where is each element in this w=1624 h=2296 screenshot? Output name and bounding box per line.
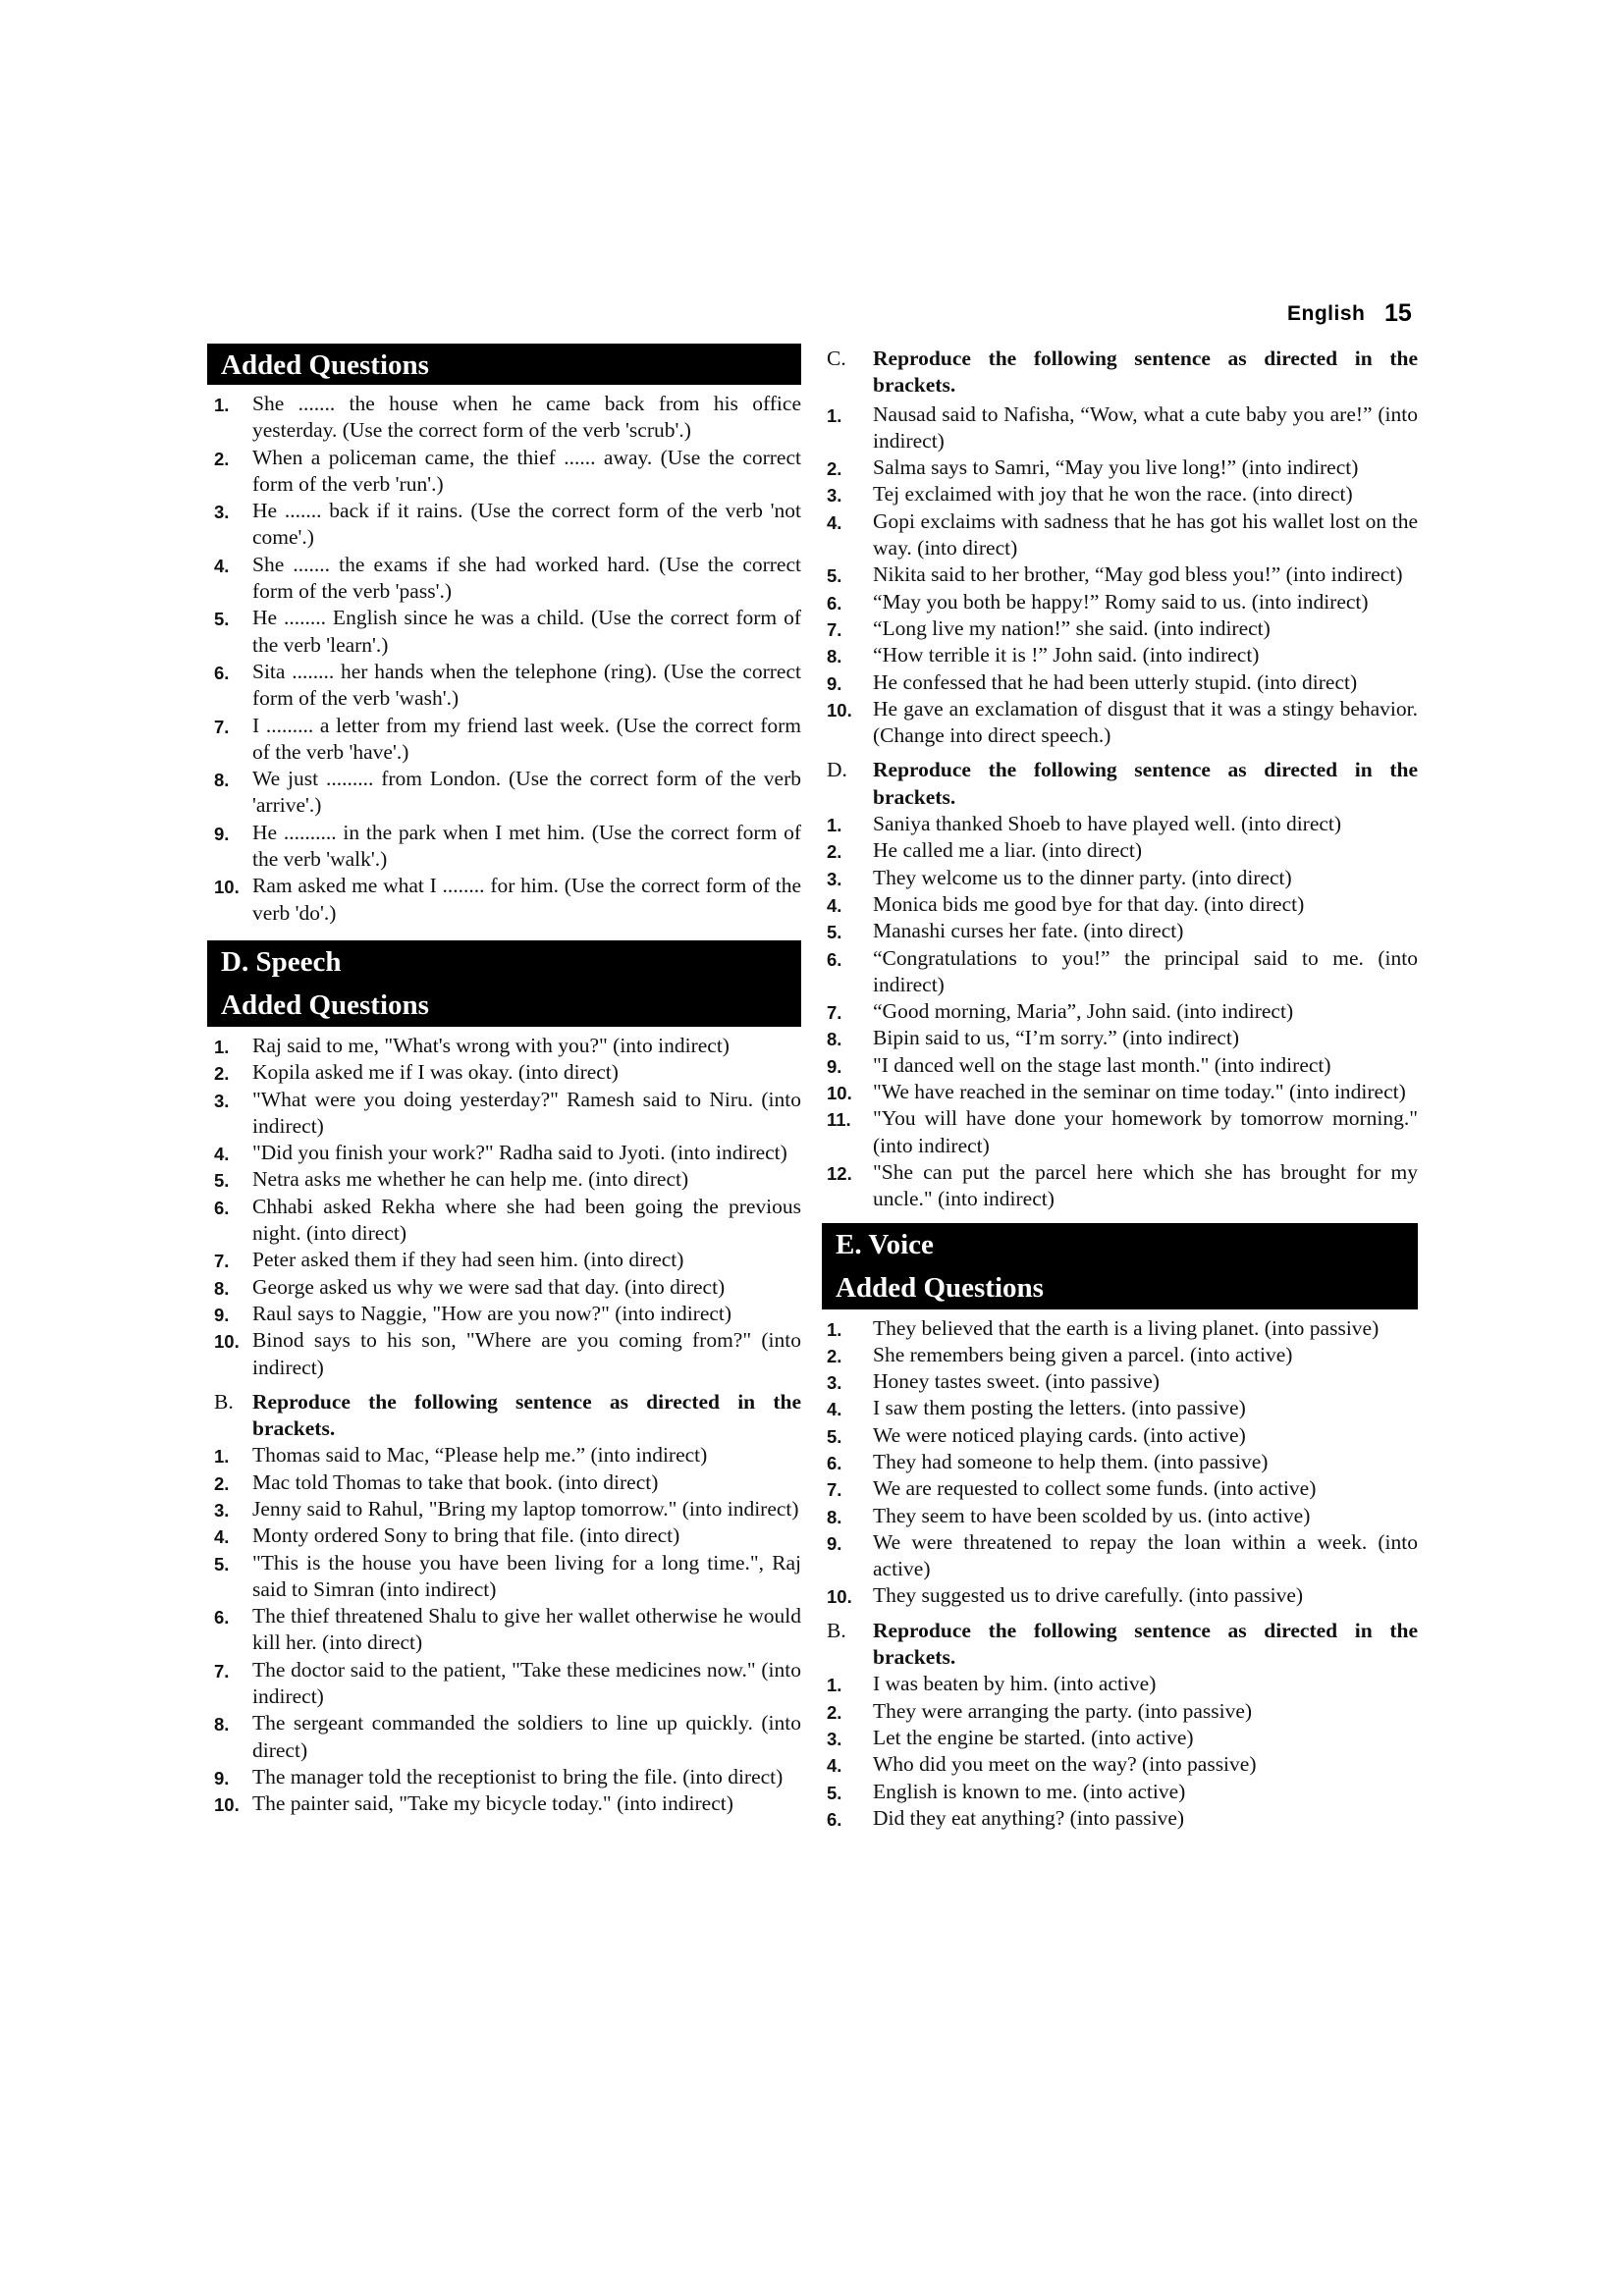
question-item <box>827 837 1418 864</box>
question-item <box>827 1395 1418 1421</box>
question-text: Saniya thanked Shoeb to have played well. (into direct) <box>873 812 1342 836</box>
question-item <box>827 1779 1418 1805</box>
question-number: 2. <box>214 1063 230 1085</box>
question-item <box>207 820 801 874</box>
question-item <box>207 445 801 499</box>
question-text: Netra asks me whether he can help me. (into direct) <box>252 1167 689 1192</box>
question-text: "I danced well on the stage last month." (into indirect) <box>873 1052 1331 1077</box>
question-number: 2. <box>214 448 230 469</box>
question-number: 9. <box>214 1304 230 1325</box>
question-text: "What were you doing yesterday?" Ramesh said to Niru. (into indirect) <box>252 1087 801 1138</box>
question-number: 1. <box>214 395 230 415</box>
question-number: 3. <box>827 485 842 507</box>
question-list <box>827 1671 1418 1832</box>
question-item <box>827 1475 1418 1502</box>
question-number: 3. <box>827 1372 842 1394</box>
question-number: 1. <box>827 815 842 836</box>
question-item <box>207 1442 801 1468</box>
section-heading: Added Questions <box>221 988 429 1021</box>
instruction-text: Reproduce the following sentence as directed in the brackets. <box>873 758 1418 809</box>
question-item <box>207 1550 801 1604</box>
question-item <box>827 1159 1418 1213</box>
question-item <box>827 1582 1418 1609</box>
instruction-letter: B. <box>827 1618 846 1642</box>
question-item <box>827 1422 1418 1449</box>
question-text: He called me a liar. (into direct) <box>873 838 1142 863</box>
question-number: 3. <box>214 1090 230 1111</box>
question-text: Monica bids me good bye for that day. (into direct) <box>873 891 1305 916</box>
question-text: We just ......... from London. (Use the correct form of the verb 'arrive'.) <box>252 767 801 818</box>
question-item <box>827 1342 1418 1368</box>
question-number: 7. <box>827 618 842 640</box>
question-text: They suggested us to drive carefully. (into passive) <box>873 1583 1304 1608</box>
question-text: He confessed that he had been utterly stupid. (into direct) <box>873 669 1358 694</box>
subject-label: English <box>1287 302 1366 325</box>
question-number: 6. <box>827 592 842 614</box>
question-item <box>827 508 1418 562</box>
question-item <box>827 865 1418 891</box>
question-text: He ........ English since he was a child. (Use the correct form of the verb 'learn'.) <box>252 606 801 657</box>
question-number: 5. <box>827 1782 842 1803</box>
question-text: "This is the house you have been living for a long time.", Raj said to Simran (into indirect) <box>252 1550 801 1601</box>
question-text: The thief threatened Shalu to give her wallet otherwise he would kill her. (into direct) <box>252 1604 801 1655</box>
question-item <box>207 1033 801 1059</box>
question-text: “Good morning, Maria”, John said. (into indirect) <box>873 999 1294 1024</box>
instruction-text: Reproduce the following sentence as directed in the brackets. <box>252 1389 801 1441</box>
question-item <box>207 1247 801 1273</box>
question-number: 9. <box>827 672 842 694</box>
question-item <box>827 1503 1418 1529</box>
question-number: 2. <box>827 1701 842 1723</box>
question-text: Manashi curses her fate. (into direct) <box>873 919 1184 943</box>
question-text: Salma says to Samri, “May you live long!” (into indirect) <box>873 455 1359 480</box>
question-text: Bipin said to us, “I’m sorry.” (into indirect) <box>873 1026 1239 1050</box>
question-item <box>207 1327 801 1381</box>
question-number: 7. <box>827 1002 842 1024</box>
question-item <box>827 1805 1418 1832</box>
question-text: The manager told the receptionist to bring the file. (into direct) <box>252 1764 784 1789</box>
question-item <box>207 1496 801 1522</box>
question-text: She remembers being given a parcel. (into active) <box>873 1342 1293 1366</box>
instruction-text: Reproduce the following sentence as directed in the brackets. <box>873 347 1418 398</box>
question-text: “Congratulations to you!” the principal said to me. (into indirect) <box>873 945 1418 996</box>
question-item <box>207 1087 801 1141</box>
question-item <box>207 1657 801 1711</box>
question-item <box>207 498 801 552</box>
question-text: Did they eat anything? (into passive) <box>873 1805 1185 1830</box>
question-number: 8. <box>214 1714 230 1735</box>
question-list <box>207 391 801 927</box>
question-text: He gave an exclamation of disgust that it was a stingy behavior. (Change into direct speech.) <box>873 696 1418 748</box>
question-number: 5. <box>214 609 230 630</box>
question-item <box>207 766 801 820</box>
question-item <box>827 1751 1418 1778</box>
question-text: Nausad said to Nafisha, “Wow, what a cute baby you are!” (into indirect) <box>873 401 1418 453</box>
question-item <box>827 561 1418 588</box>
question-item <box>827 1698 1418 1725</box>
question-number: 3. <box>214 502 230 523</box>
question-item <box>827 1449 1418 1475</box>
question-number: 8. <box>827 646 842 667</box>
question-item <box>827 1725 1418 1751</box>
question-text: Mac told Thomas to take that book. (into direct) <box>252 1469 659 1494</box>
question-item <box>827 1025 1418 1051</box>
section-heading: Added Questions <box>836 1271 1044 1304</box>
question-number: 2. <box>214 1472 230 1494</box>
question-item <box>207 873 801 927</box>
question-item <box>827 1315 1418 1342</box>
question-text: We were threatened to repay the loan within a week. (into active) <box>873 1529 1418 1581</box>
question-number: 12. <box>827 1162 852 1184</box>
question-number: 3. <box>214 1499 230 1521</box>
instruction <box>827 757 1418 811</box>
section-heading-bar <box>207 940 801 1027</box>
question-item <box>207 552 801 606</box>
question-list <box>207 1442 801 1817</box>
question-number: 9. <box>827 1532 842 1554</box>
question-item <box>207 605 801 659</box>
question-text: I saw them posting the letters. (into passive) <box>873 1396 1246 1420</box>
question-number: 5. <box>827 922 842 943</box>
question-number: 4. <box>214 555 230 576</box>
question-number: 4. <box>827 1755 842 1777</box>
question-number: 3. <box>827 868 842 889</box>
question-number: 2. <box>827 1345 842 1366</box>
question-text: They believed that the earth is a living planet. (into passive) <box>873 1315 1380 1340</box>
question-text: “Long live my nation!” she said. (into indirect) <box>873 615 1271 640</box>
question-text: Binod says to his son, "Where are you coming from?" (into indirect) <box>252 1328 801 1379</box>
question-item <box>827 642 1418 668</box>
question-text: George asked us why we were sad that day. (into direct) <box>252 1274 726 1299</box>
section-heading-bar <box>207 344 801 385</box>
question-number: 4. <box>827 1399 842 1420</box>
question-list <box>827 811 1418 1212</box>
question-item <box>207 1764 801 1790</box>
question-text: "You will have done your homework by tomorrow morning." (into indirect) <box>873 1106 1418 1157</box>
question-item <box>827 481 1418 507</box>
question-number: 8. <box>827 1029 842 1050</box>
left-column <box>207 344 801 1818</box>
question-list <box>827 1315 1418 1610</box>
question-text: Sita ........ her hands when the telephone (ring). (Use the correct form of the verb 'wash'.) <box>252 659 801 711</box>
question-item <box>207 1301 801 1327</box>
instruction <box>827 1618 1418 1672</box>
question-text: Ram asked me what I ........ for him. (Use the correct form of the verb 'do'.) <box>252 874 801 925</box>
question-text: Raj said to me, "What's wrong with you?" (into indirect) <box>252 1033 730 1057</box>
question-number: 6. <box>214 1607 230 1629</box>
instruction <box>207 1389 801 1443</box>
question-text: They welcome us to the dinner party. (into direct) <box>873 865 1292 889</box>
question-text: The painter said, "Take my bicycle today." (into indirect) <box>252 1791 733 1816</box>
section-heading-bar <box>822 1223 1418 1309</box>
question-item <box>827 998 1418 1025</box>
question-text: Gopi exclaims with sadness that he has got his wallet lost on the way. (into direct) <box>873 508 1418 561</box>
question-text: She ....... the house when he came back from his office yesterday. (Use the correct form of the verb 'scrub'.) <box>252 392 801 443</box>
question-number: 10. <box>827 699 852 721</box>
question-number: 4. <box>827 511 842 533</box>
question-item <box>207 713 801 767</box>
question-text: English is known to me. (into active) <box>873 1779 1186 1803</box>
question-text: Thomas said to Mac, “Please help me.” (into indirect) <box>252 1443 708 1468</box>
question-text: Raul says to Naggie, "How are you now?" (into indirect) <box>252 1301 732 1325</box>
instruction-letter: D. <box>827 758 847 782</box>
question-item <box>827 1052 1418 1079</box>
question-text: The sergeant commanded the soldiers to line up quickly. (into direct) <box>252 1711 801 1762</box>
page-header <box>1276 298 1422 328</box>
question-number: 11. <box>827 1109 851 1131</box>
question-number: 10. <box>827 1586 852 1608</box>
question-number: 10. <box>214 1331 240 1353</box>
question-item <box>827 696 1418 750</box>
question-item <box>827 669 1418 696</box>
question-item <box>827 891 1418 918</box>
question-number: 10. <box>214 877 240 898</box>
question-number: 4. <box>214 1526 230 1548</box>
question-item <box>207 1603 801 1657</box>
question-number: 1. <box>214 1446 230 1468</box>
question-item <box>827 1368 1418 1395</box>
question-number: 7. <box>214 716 230 737</box>
right-column <box>827 346 1418 1832</box>
question-number: 6. <box>827 1452 842 1473</box>
question-text: I was beaten by him. (into active) <box>873 1672 1157 1696</box>
question-text: Peter asked them if they had seen him. (into direct) <box>252 1248 684 1272</box>
question-item <box>207 1274 801 1301</box>
instruction-letter: B. <box>214 1389 234 1414</box>
question-item <box>207 1790 801 1817</box>
question-number: 10. <box>827 1083 852 1104</box>
question-text: They were arranging the party. (into passive) <box>873 1698 1253 1723</box>
question-text: Kopila asked me if I was okay. (into direct) <box>252 1060 619 1085</box>
question-number: 6. <box>214 1197 230 1218</box>
question-number: 5. <box>827 1425 842 1447</box>
question-item <box>827 454 1418 481</box>
question-text: Monty ordered Sony to bring that file. (into direct) <box>252 1523 680 1548</box>
question-text: We were noticed playing cards. (into active) <box>873 1422 1246 1447</box>
question-item <box>207 391 801 445</box>
question-item <box>207 1522 801 1549</box>
question-text: They seem to have been scolded by us. (into active) <box>873 1503 1311 1527</box>
question-number: 1. <box>827 1318 842 1340</box>
question-item <box>207 1710 801 1764</box>
page-number: 15 <box>1384 299 1412 327</box>
question-item <box>827 918 1418 944</box>
question-text: Chhabi asked Rekha where she had been going the previous night. (into direct) <box>252 1194 801 1246</box>
question-number: 7. <box>214 1660 230 1682</box>
question-number: 6. <box>827 948 842 970</box>
question-text: "Did you finish your work?" Radha said to Jyoti. (into indirect) <box>252 1141 787 1165</box>
question-item <box>827 1529 1418 1583</box>
question-list <box>207 1033 801 1381</box>
question-item <box>827 589 1418 615</box>
question-number: 4. <box>214 1144 230 1165</box>
question-list <box>827 401 1418 750</box>
question-number: 8. <box>214 770 230 791</box>
question-text: Nikita said to her brother, “May god bless you!” (into indirect) <box>873 562 1403 587</box>
question-text: Honey tastes sweet. (into passive) <box>873 1369 1160 1394</box>
question-item <box>827 1671 1418 1697</box>
section-title: D. Speech <box>221 945 342 978</box>
question-text: “How terrible it is !” John said. (into indirect) <box>873 643 1260 667</box>
question-text: We are requested to collect some funds. (into active) <box>873 1476 1317 1501</box>
question-number: 6. <box>827 1808 842 1830</box>
question-number: 5. <box>214 1170 230 1192</box>
question-number: 7. <box>827 1479 842 1501</box>
question-number: 6. <box>214 662 230 683</box>
section-title: E. Voice <box>836 1228 934 1260</box>
question-text: She ....... the exams if she had worked hard. (Use the correct form of the verb 'pass'.) <box>252 552 801 604</box>
question-text: They had someone to help them. (into passive) <box>873 1449 1269 1473</box>
question-item <box>207 1140 801 1166</box>
question-text: Tej exclaimed with joy that he won the race. (into direct) <box>873 482 1353 507</box>
question-text: Jenny said to Rahul, "Bring my laptop tomorrow." (into indirect) <box>252 1496 799 1521</box>
question-item <box>207 659 801 713</box>
question-text: When a policeman came, the thief ...... away. (Use the correct form of the verb 'run'.) <box>252 445 801 496</box>
question-text: The doctor said to the patient, "Take these medicines now." (into indirect) <box>252 1657 801 1709</box>
question-text: I ......... a letter from my friend last week. (Use the correct form of the verb 'have'.) <box>252 713 801 764</box>
question-item <box>827 811 1418 837</box>
question-item <box>207 1166 801 1193</box>
question-text: "We have reached in the seminar on time today." (into indirect) <box>873 1080 1406 1104</box>
question-text: He ....... back if it rains. (Use the correct form of the verb 'not come'.) <box>252 499 801 550</box>
question-number: 9. <box>827 1055 842 1077</box>
question-number: 5. <box>827 565 842 587</box>
question-item <box>827 401 1418 455</box>
question-number: 10. <box>214 1794 240 1816</box>
question-number: 3. <box>827 1728 842 1749</box>
question-number: 9. <box>214 823 230 844</box>
question-number: 8. <box>827 1506 842 1527</box>
instruction-text: Reproduce the following sentence as directed in the brackets. <box>873 1618 1418 1670</box>
question-item <box>207 1469 801 1496</box>
question-item <box>827 1079 1418 1105</box>
question-item <box>827 945 1418 999</box>
question-number: 8. <box>214 1277 230 1299</box>
question-item <box>827 615 1418 642</box>
question-item <box>207 1194 801 1248</box>
question-number: 1. <box>827 1675 842 1696</box>
question-number: 1. <box>214 1036 230 1057</box>
question-number: 5. <box>214 1553 230 1575</box>
instruction <box>827 346 1418 400</box>
question-number: 2. <box>827 841 842 863</box>
question-number: 1. <box>827 404 842 426</box>
question-text: He .......... in the park when I met him. (Use the correct form of the verb 'walk'.) <box>252 820 801 872</box>
question-number: 9. <box>214 1767 230 1789</box>
question-text: “May you both be happy!” Romy said to us. (into indirect) <box>873 589 1369 614</box>
instruction-letter: C. <box>827 347 846 370</box>
question-number: 4. <box>827 894 842 916</box>
question-text: "She can put the parcel here which she has brought for my uncle." (into indirect) <box>873 1159 1418 1211</box>
question-item <box>207 1059 801 1086</box>
question-item <box>827 1105 1418 1159</box>
question-number: 7. <box>214 1251 230 1272</box>
question-number: 2. <box>827 458 842 480</box>
section-heading: Added Questions <box>221 349 429 381</box>
question-text: Let the engine be started. (into active) <box>873 1725 1194 1749</box>
question-text: Who did you meet on the way? (into passive) <box>873 1752 1257 1777</box>
